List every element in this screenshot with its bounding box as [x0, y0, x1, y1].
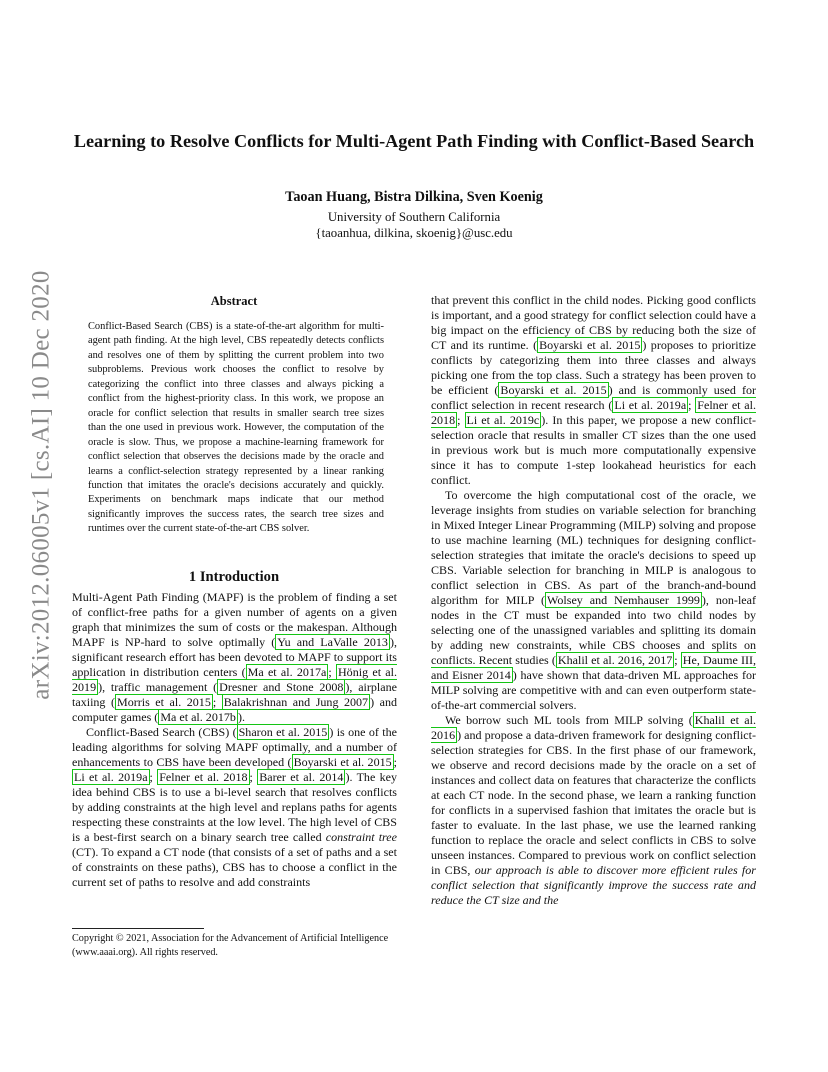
intro-paragraph-1: Multi-Agent Path Finding (MAPF) is the problem of finding a set of conflict-free paths for a given number of agents on a given graph that minimizes the sum of costs or the makespan. Although MAPF is NP-hard to solve optimally ( Yu and LaValle 2013 ), significant research effort has been devoted to MAPF to support its application in distribution centers ( Ma et al. 2017a ; Hönig et al. 2019 ), traffic management ( Dresner and Stone 2008 ), airplane taxiing ( Morris et al. 2015 ; Balakrishnan and Jung 2007 ) and computer games ( Ma et al. 2017b ).: [72, 590, 398, 724]
left-column: [72, 590, 397, 890]
citation-link[interactable]: Boyarski et al. 2015: [539, 338, 641, 352]
citation-link[interactable]: Li et al. 2019a: [614, 398, 687, 412]
intro-paragraph-5: We borrow such ML tools from MILP solving ( Khalil et al. 2016 ) and propose a data-driven framework for designing conflict-selection strategies for CBS. In the first phase of our framework, we observe and record decisions made by the oracle on a set of instances and collect data on features that characterize the conflicts at each CT node. In the second phase, we learn a ranking function for conflicts in a supervised fashion that imitates the oracle but is faster to evaluate. In the last phase, we use the learned ranking function to replace the oracle and select conflicts in CBS to solve unseen instances. Compared to previous work on conflict selection in CBS, our approach is able to discover more efficient rules for conflict selection that significantly improve the success rate and reduce the CT size and the: [431, 713, 756, 907]
affiliation: University of Southern California: [327, 210, 501, 224]
citation-link[interactable]: Li et al. 2019a: [74, 770, 148, 784]
citation-link[interactable]: Felner et al. 2018: [431, 398, 756, 427]
author-list: Taoan Huang, Bistra Dilkina, Sven Koenig: [285, 189, 543, 205]
citation-link[interactable]: Boyarski et al. 2015: [293, 755, 392, 769]
citation-link[interactable]: Khalil et al. 2016: [431, 713, 756, 742]
abstract-body: Conflict-Based Search (CBS) is a state-of-the-art algorithm for multi-agent path finding. At the high level, CBS repeatedly detects conflicts and resolves one of them by splitting the current problem into two subproblems. Previous work chooses the conflict to resolve by categorizing the conflict into three classes and always picking a conflict from the highest-priority class. In this work, we propose an oracle for conflict selection that results in smaller search tree sizes than the one used in previous work. However, the computation of the oracle is slow. Thus, we propose a machine-learning framework for conflict selection that observes the decisions made by the oracle and learns a conflict-selection strategy represented by a linear ranking function that imitates the oracle's decisions accurately and quickly. Experiments on benchmark maps indicate that our method significantly improves the success rates, the search tree sizes and runtimes over the current state-of-the-art CBS solver.: [88, 321, 384, 535]
citation-link[interactable]: Sharon et al. 2015: [238, 725, 328, 739]
section-heading-introduction: 1 Introduction: [188, 569, 280, 585]
intro-paragraph-2: Conflict-Based Search (CBS) ( Sharon et al. 2015 ) is one of the leading algorithms for solving MAPF optimally, and a number of enhancements to CBS have been developed ( Boyarski et al. 2015 ; Li et al. 2019a ; Felner et al. 2018 ; Barer et al. 2014 ). The key idea behind CBS is to use a bi-level search that resolves conflicts by adding constraints at the high level and replans paths for agents respecting these constraints at the low level. The high level of CBS is a best-first search on a binary search tree called constraint tree (CT). To expand a CT node (that consists of a set of paths and a set of constraints on these paths), CBS has to choose a conflict in the current set of paths to resolve and add constraints: [72, 725, 398, 889]
citation-link[interactable]: Boyarski et al. 2015: [500, 383, 607, 397]
citation-link[interactable]: He, Daume III, and Eisner 2014: [431, 653, 756, 682]
abstract-heading: Abstract: [210, 294, 258, 308]
arxiv-side-banner: arXiv:2012.06005v1 [cs.AI] 10 Dec 2020: [28, 270, 55, 700]
citation-link[interactable]: Li et al. 2019c: [466, 413, 540, 427]
citation-link[interactable]: Hönig et al. 2019: [72, 665, 398, 694]
copyright-notice: Copyright © 2021, Association for the Advancement of Artificial Intelligence (www.aaai.org). All rights reserved.: [72, 933, 389, 958]
affiliation-block: [70, 209, 758, 241]
intro-paragraph-4: To overcome the high computational cost of the oracle, we leverage insights from studies on variable selection for branching in Mixed Integer Linear Programming (MILP) solving and propose to use machine learning (ML) techniques for designing conflict-selection strategies that imitate the oracle's decisions to speed up CBS. Variable selection for branching in MILP is analogous to conflict selection in CBS. As part of the branch-and-bound algorithm for MILP ( Wolsey and Nemhauser 1999 ), non-leaf nodes in the CT must be expanded into two child nodes by selecting one of the unassigned variables and splitting its domain by adding new constraints, while CBS chooses and splits on conflicts. Recent studies ( Khalil et al. 2016, 2017 ; He, Daume III, and Eisner 2014 ) have shown that data-driven ML approaches for MILP solving are competitive with and can even outperform state-of-the-art commercial solvers.: [431, 488, 756, 712]
citation-link[interactable]: Ma et al. 2017b: [160, 710, 236, 724]
paper-title: Learning to Resolve Conflicts for Multi-Agent Path Finding with Conflict-Based Search: [73, 131, 755, 151]
citation-link[interactable]: Morris et al. 2015: [117, 695, 211, 709]
emphasis-claim: our approach is able to discover more efficient rules for conflict selection that significantly improve the success rate and reduce the CT size and the: [431, 863, 756, 907]
footnote-rule: [72, 928, 204, 929]
citation-link[interactable]: Dresner and Stone 2008: [219, 680, 344, 694]
citation-link[interactable]: Felner et al. 2018: [159, 770, 248, 784]
citation-link[interactable]: Yu and LaValle 2013: [277, 635, 388, 649]
citation-link[interactable]: Wolsey and Nemhauser 1999: [546, 593, 700, 607]
citation-link[interactable]: Balakrishnan and Jung 2007: [223, 695, 369, 709]
emphasis-term: constraint tree: [325, 830, 397, 844]
citation-link[interactable]: Barer et al. 2014: [259, 770, 344, 784]
citation-link[interactable]: Khalil et al. 2016, 2017: [557, 653, 673, 667]
right-column: [431, 293, 756, 908]
citation-link[interactable]: Ma et al. 2017a: [247, 665, 327, 679]
intro-paragraph-3: that prevent this conflict in the child nodes. Picking good conflicts is important, and a good strategy for conflict selection could have a big impact on the efficiency of CBS by reducing both the size of CT and its runtime. ( Boyarski et al. 2015 ) proposes to prioritize conflicts by categorizing them into three classes and always picking one from the top class. Such a strategy has been proven to be efficient ( Boyarski et al. 2015 ) and is commonly used for conflict selection in recent research ( Li et al. 2019a ; Felner et al. 2018 ; Li et al. 2019c ). In this paper, we propose a new conflict-selection oracle that results in smaller CT sizes than the one used in previous work but is much more computationally expensive since it has to compute 1-step lookahead heuristics for each conflict.: [431, 293, 756, 487]
author-emails: {taoanhua, dilkina, skoenig}@usc.edu: [315, 226, 513, 240]
